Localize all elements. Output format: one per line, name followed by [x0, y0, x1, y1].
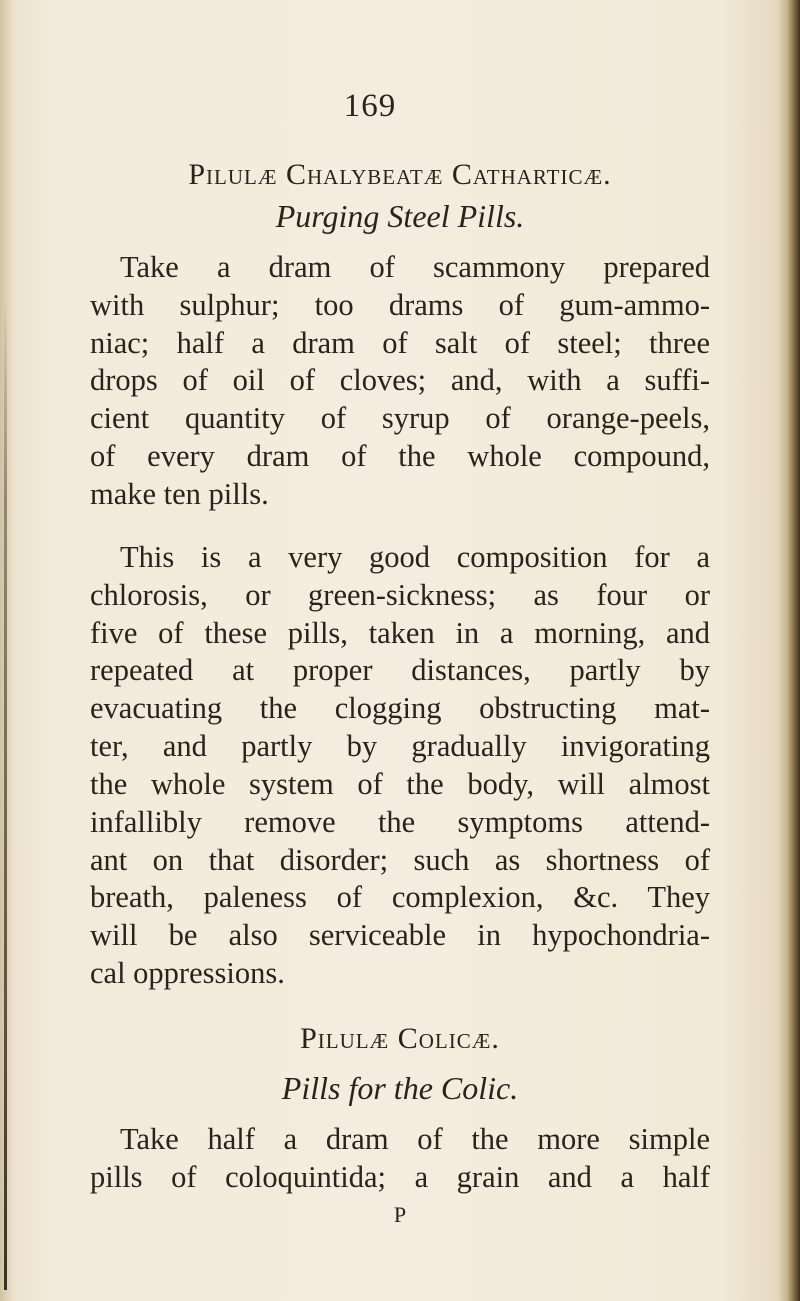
text-line: Take half a dram of the more simple: [120, 1122, 710, 1156]
text-line: with sulphur; too drams of gum-ammo-: [90, 288, 710, 322]
text-line: ant on that disorder; such as shortness of: [90, 843, 710, 877]
text-line: make ten pills.: [90, 477, 269, 511]
text-line: evacuating the clogging obstructing mat-: [90, 691, 710, 725]
text-line: will be also serviceable in hypochondria-: [90, 918, 710, 952]
text-line: breath, paleness of complexion, &c. They: [90, 880, 710, 914]
binding-shadow: [4, 300, 7, 1290]
text-line: pills of coloquintida; a grain and a half: [90, 1160, 710, 1194]
text-line: cient quantity of syrup of orange-peels,: [90, 401, 710, 435]
text-line: chlorosis, or green-sickness; as four or: [90, 578, 710, 612]
text-line: infallibly remove the symptoms attend-: [90, 805, 710, 839]
text-line: of every dram of the whole compound,: [90, 439, 710, 473]
section-subtitle: Purging Steel Pills.: [275, 198, 525, 234]
page-number: 169: [343, 88, 397, 124]
text-line: drops of oil of cloves; and, with a suffi-: [90, 363, 710, 397]
section-title: Pilulæ Colicæ.: [300, 1022, 500, 1055]
text-line: ter, and partly by gradually invigorating: [90, 729, 710, 763]
text-line: niac; half a dram of salt of steel; three: [90, 326, 710, 360]
text-line: the whole system of the body, will almost: [90, 767, 710, 801]
text-line: cal oppressions.: [90, 956, 285, 990]
text-line: This is a very good composition for a: [120, 540, 710, 574]
text-line: five of these pills, taken in a morning, and: [90, 616, 710, 650]
text-line: repeated at proper distances, partly by: [90, 653, 710, 687]
section-subtitle: Pills for the Colic.: [281, 1070, 519, 1106]
signature-mark: P: [393, 1202, 407, 1227]
text-line: Take a dram of scammony prepared: [120, 250, 710, 284]
section-title: Pilulæ Chalybeatæ Catharticæ.: [188, 158, 612, 191]
